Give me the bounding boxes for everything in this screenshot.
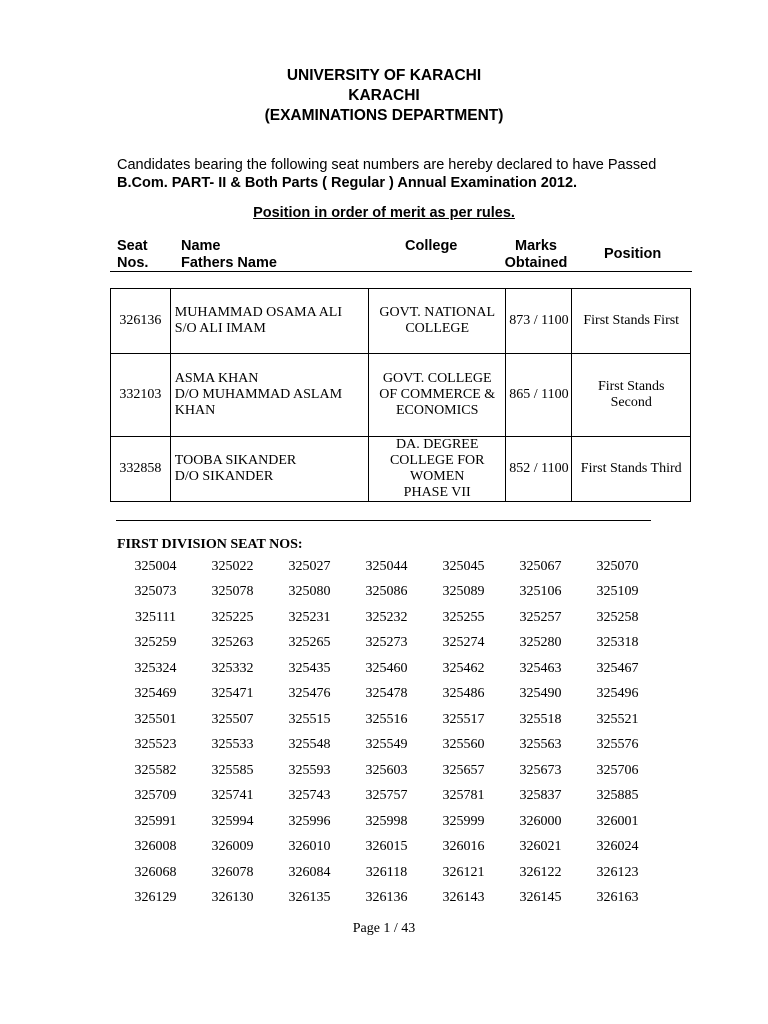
seat-number-cell: 325706 [596,762,639,778]
seat-number-cell: 325462 [442,660,485,676]
seat-row [117,554,657,580]
seat-number: 332103 [111,354,171,437]
seat-number-cell: 326078 [211,864,254,880]
seat-number-cell: 325507 [211,711,254,727]
seat-number-cell: 326130 [211,890,254,906]
college-name-line: GOVT. NATIONAL [379,305,495,320]
first-division-seat-grid [117,554,657,911]
seat-number-cell: 325549 [365,737,408,753]
position-line: Second [610,395,652,410]
seat-number-cell: 326145 [519,890,562,906]
column-header-marks-line2: Obtained [504,255,568,271]
college-name-line: OF COMMERCE & [379,387,496,402]
college-name-line: DA. DEGREE [395,437,479,452]
seat-number-cell: 326024 [596,839,639,855]
seat-row [117,809,657,835]
seat-number-cell: 325022 [211,558,254,574]
seat-number-cell: 325741 [211,788,254,804]
seat-number-cell: 325490 [519,686,562,702]
seat-number-cell: 325781 [442,788,485,804]
seat-number-cell: 325332 [211,660,254,676]
college-name-line: COLLEGE [405,321,470,336]
seat-number-cell: 325273 [365,635,408,651]
seat-number-cell: 325517 [442,711,485,727]
seat-number-cell: 325073 [134,584,177,600]
seat-number-cell: 325469 [134,686,177,702]
seat-number-cell: 326008 [134,839,177,855]
seat-number-cell: 325318 [596,635,639,651]
seat-number-cell: 325257 [519,609,562,625]
seat-number-cell: 325080 [288,584,331,600]
seat-number-cell: 326143 [442,890,485,906]
seat-number-cell: 326129 [134,890,177,906]
seat-number-cell: 325109 [596,584,639,600]
candidate-name-text: MUHAMMAD OSAMA ALI [174,305,343,320]
column-header-seat [117,238,148,272]
seat-number-cell: 325324 [134,660,177,676]
seat-number-cell: 325258 [596,609,639,625]
seat-number-cell: 325265 [288,635,331,651]
merit-row [111,437,691,502]
seat-number-cell: 326001 [596,813,639,829]
document-header [0,66,768,126]
seat-number-cell: 325548 [288,737,331,753]
marks-obtained: 852 / 1100 [506,437,572,502]
column-header-marks [500,238,572,272]
merit-row [111,289,691,354]
seat-row [117,656,657,682]
college-name [369,437,506,502]
seat-number-cell: 326135 [288,890,331,906]
seat-number-cell: 325885 [596,788,639,804]
seat-number-cell: 326122 [519,864,562,880]
position-line: First Stands [597,379,665,394]
seat-number-cell: 326121 [442,864,485,880]
column-header-seat-line2: Nos. [117,255,149,271]
seat-number-cell: 326123 [596,864,639,880]
seat-number-cell: 325582 [134,762,177,778]
seat-number-cell: 325255 [442,609,485,625]
seat-number-cell: 325496 [596,686,639,702]
position [572,437,691,502]
seat-number-cell: 326118 [365,864,408,880]
seat-number: 332858 [111,437,171,502]
department-name: (EXAMINATIONS DEPARTMENT) [264,107,504,124]
seat-number-cell: 325259 [134,635,177,651]
seat-number-cell: 325111 [135,609,176,625]
marks-obtained: 865 / 1100 [506,354,572,437]
seat-number-cell: 325460 [365,660,408,676]
column-header-marks-line1: Marks [515,238,557,254]
seat-row [117,860,657,886]
seat-number-cell: 325044 [365,558,408,574]
seat-number-cell: 325593 [288,762,331,778]
seat-row [117,886,657,912]
first-division-title: FIRST DIVISION SEAT NOS: [117,537,303,552]
intro-line-1: Candidates bearing the following seat numbers are hereby declared to have Passed [117,157,657,173]
seat-number-cell: 326163 [596,890,639,906]
college-name-line: WOMEN [409,469,465,484]
seat-number-cell: 325743 [288,788,331,804]
position [572,354,691,437]
seat-number-cell: 325709 [134,788,177,804]
seat-number-cell: 325576 [596,737,639,753]
seat-number-cell: 325673 [519,762,562,778]
seat-row [117,580,657,606]
seat-number-cell: 325232 [365,609,408,625]
seat-number-cell: 325463 [519,660,562,676]
seat-number-cell: 325070 [596,558,639,574]
exam-name: B.Com. PART- II & Both Parts ( Regular ) Annual Examination 2012. [117,175,578,191]
seat-row [117,682,657,708]
seat-number-cell: 325516 [365,711,408,727]
candidate-name [170,437,368,502]
seat-number-cell: 325263 [211,635,254,651]
seat-number-cell: 325521 [596,711,639,727]
seat-number-cell: 325280 [519,635,562,651]
seat-number-cell: 326010 [288,839,331,855]
seat-number: 326136 [111,289,171,354]
city-name: KARACHI [348,87,420,104]
column-header-fathers-name: Fathers Name [181,255,277,271]
seat-row [117,733,657,759]
section-divider [116,520,651,521]
intro-text [117,156,656,192]
seat-number-cell: 325478 [365,686,408,702]
column-header-position: Position [604,246,662,262]
seat-row [117,605,657,631]
seat-number-cell: 325486 [442,686,485,702]
father-name-text-cont: KHAN [174,403,216,418]
seat-number-cell: 325089 [442,584,485,600]
candidate-name-text: TOOBA SIKANDER [174,453,297,468]
position-line: First Stands First [583,313,680,328]
seat-row [117,631,657,657]
candidate-name [170,354,368,437]
seat-number-cell: 326009 [211,839,254,855]
seat-row [117,707,657,733]
seat-number-cell: 326015 [365,839,408,855]
seat-number-cell: 326068 [134,864,177,880]
seat-row [117,835,657,861]
seat-number-cell: 325994 [211,813,254,829]
seat-number-cell: 325603 [365,762,408,778]
seat-number-cell: 326021 [519,839,562,855]
seat-number-cell: 325518 [519,711,562,727]
seat-number-cell: 326136 [365,890,408,906]
college-name-line: COLLEGE FOR [389,453,485,468]
seat-number-cell: 325027 [288,558,331,574]
seat-row [117,784,657,810]
column-header-college: College [405,238,458,254]
seat-number-cell: 325523 [134,737,177,753]
university-name: UNIVERSITY OF KARACHI [286,67,482,84]
seat-number-cell: 325501 [134,711,177,727]
candidate-name-text: ASMA KHAN [174,371,259,386]
seat-number-cell: 325757 [365,788,408,804]
position-line: First Stands Third [580,461,682,476]
seat-number-cell: 325471 [211,686,254,702]
seat-number-cell: 326016 [442,839,485,855]
seat-number-cell: 325837 [519,788,562,804]
college-name [369,354,506,437]
marks-obtained: 873 / 1100 [506,289,572,354]
seat-number-cell: 325998 [365,813,408,829]
seat-number-cell: 325467 [596,660,639,676]
position [572,289,691,354]
seat-number-cell: 325657 [442,762,485,778]
seat-number-cell: 325515 [288,711,331,727]
seat-number-cell: 325004 [134,558,177,574]
seat-number-cell: 325045 [442,558,485,574]
seat-number-cell: 325067 [519,558,562,574]
merit-title: Position in order of merit as per rules. [253,205,515,221]
column-header-name [181,238,277,272]
column-header-name-line1: Name [181,238,221,254]
candidate-name [170,289,368,354]
seat-number-cell: 325274 [442,635,485,651]
seat-number-cell: 325996 [288,813,331,829]
seat-number-cell: 325991 [134,813,177,829]
seat-number-cell: 325476 [288,686,331,702]
college-name [369,289,506,354]
seat-number-cell: 325106 [519,584,562,600]
seat-number-cell: 325585 [211,762,254,778]
merit-table [110,288,691,502]
seat-number-cell: 325086 [365,584,408,600]
seat-number-cell: 325078 [211,584,254,600]
father-name-text: D/O SIKANDER [174,469,274,484]
seat-number-cell: 325225 [211,609,254,625]
father-name-text: S/O ALI IMAM [174,321,266,336]
seat-number-cell: 325560 [442,737,485,753]
header-divider [110,271,692,272]
seat-number-cell: 325435 [288,660,331,676]
column-header-seat-line1: Seat [117,238,148,254]
merit-row [111,354,691,437]
seat-number-cell: 326084 [288,864,331,880]
seat-number-cell: 325999 [442,813,485,829]
page-number: Page 1 / 43 [352,921,416,936]
seat-number-cell: 325533 [211,737,254,753]
college-name-line: GOVT. COLLEGE [382,371,492,386]
seat-number-cell: 325231 [288,609,331,625]
college-name-line: PHASE VII [403,485,471,500]
seat-number-cell: 326000 [519,813,562,829]
seat-number-cell: 325563 [519,737,562,753]
seat-row [117,758,657,784]
college-name-line: ECONOMICS [395,403,479,418]
father-name-text: D/O MUHAMMAD ASLAM [174,387,343,402]
